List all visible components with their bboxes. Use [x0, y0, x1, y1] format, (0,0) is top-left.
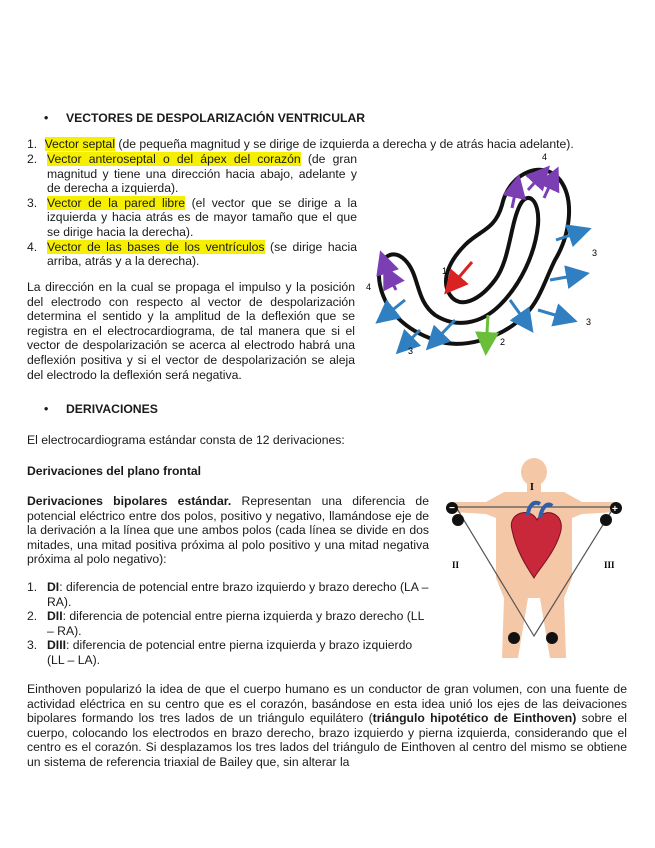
vector-item-1: 1. Vector septal (de pequeña magnitud y se dirige de izquierda a derecha y de atrás hacia adelante).	[27, 137, 574, 151]
vector-item-4: 4. Vector de las bases de los ventrículos (se dirige hacia arriba, atrás y a la derecha).	[27, 239, 357, 269]
vector-arrow-base	[386, 270, 396, 290]
einthoven-paragraph: Einthoven popularizó la idea de que el cuerpo humano es un conductor de gran volumen, con una fuente de actividad eléctrica en su centro que es el corazón, basándose en esta idea unió los ejes de las deivaciones bipolares formando los tres lados de un triángulo equilátero (triángulo hipotético de Einthoven) sobre el cuerpo, colocando los electrodos en brazo derecho, brazo izquierdo y pierna izquierda, considerando que el centro es el corazón. Si desplazamos los tres lados del triángulo de Einthoven al centro del mismo se obtiene un sistema de referencia triaxial de Bailey que, sin alterar la	[27, 682, 627, 769]
vector-arrow-free-wall	[550, 274, 584, 280]
propagation-paragraph: La dirección en la cual se propaga el impulso y la posición del electrodo con respecto al vector de despolarización determina el sentido y la amplitud de la deflexión que se registra en el electrocardiograma, de tal manera que si el vector de despolarización se acerca al electrodo habrá una deflexión positiva y si el vector de despolarización se aleja del electrodo la deflexión será negativa.	[27, 280, 355, 382]
vector-label: Vector de las bases de los ventrículos	[47, 239, 265, 254]
lead-label-i: I	[530, 482, 534, 493]
section-heading-vectores: • VECTORES DE DESPOLARIZACIÓN VENTRICULAR	[44, 111, 366, 125]
electrode-ll	[508, 632, 520, 644]
vector-item-3: 3. Vector de la pared libre (el vector que se dirige a la izquierda y hacia atrás es de mayor tamaño que el que se dirige hacia la derecha).	[27, 195, 357, 239]
electrode-la-minus	[600, 514, 612, 526]
intro-text: El electrocardiograma estándar consta de 12 derivaciones:	[27, 433, 345, 447]
svg-text:−: −	[449, 503, 455, 514]
electrode-ll-2	[546, 632, 558, 644]
heart-outline	[379, 170, 569, 344]
lead-item-diii: 3. DIII: diferencia de potencial entre pierna izquierda y brazo izquierdo (LL – LA).	[27, 638, 413, 667]
vector-arrow-free-wall	[556, 230, 586, 240]
depolarization-figure	[360, 150, 625, 365]
figure-label: 3	[408, 346, 414, 356]
lead-label-iii: III	[604, 560, 615, 570]
vector-list	[27, 152, 357, 269]
lead-label-ii: II	[452, 560, 460, 570]
bullet-icon: •	[44, 111, 49, 125]
figure-label: 3	[592, 248, 598, 258]
bipolar-paragraph: Derivaciones bipolares estándar. Representan una diferencia de potencial eléctrico entre dos polos, positivo y negativo, llamándose eje de la derivación a la línea que une ambos polos (cada línea se divide en dos mitades, una mitad positiva próxima al polo positivo y una mitad negativa próxima al polo negativo):	[27, 494, 429, 567]
vector-arrow-apex	[486, 315, 488, 350]
lead-item-dii: 2. DII: diferencia de potencial entre pierna izquierda y brazo derecho (LL – RA).	[27, 609, 424, 638]
figure-label: 4	[366, 282, 372, 292]
einthoven-triangle-figure	[442, 458, 627, 663]
vector-label: Vector anteroseptal o del ápex del corazón	[47, 152, 301, 166]
lead-item-di: 1. DI: diferencia de potencial entre brazo izquierdo y brazo derecho (LA – RA).	[27, 580, 429, 609]
figure-label: 2	[500, 337, 506, 347]
vector-arrow-base	[544, 172, 556, 198]
electrode-ra-minus	[452, 514, 464, 526]
leads-list	[27, 580, 431, 668]
subheading-frontal: Derivaciones del plano frontal	[27, 464, 202, 478]
figure-label: 1	[442, 266, 448, 276]
vector-label: Vector de la pared libre	[47, 195, 186, 210]
figure-label: 3	[586, 317, 592, 327]
vector-arrow-free-wall	[380, 300, 405, 320]
vector-item-2: 2. Vector anteroseptal o del ápex del corazón (de gran magnitud y tiene una dirección hacia abajo, adelante y de derecha a izquierda).	[27, 152, 357, 196]
figure-label: 4	[542, 152, 548, 162]
svg-text:+: +	[612, 504, 618, 515]
bullet-icon: •	[44, 402, 49, 416]
vector-label: Vector septal	[44, 137, 116, 151]
vector-arrow-free-wall	[538, 310, 572, 320]
section-heading-derivaciones: • DERIVACIONES	[44, 402, 158, 416]
